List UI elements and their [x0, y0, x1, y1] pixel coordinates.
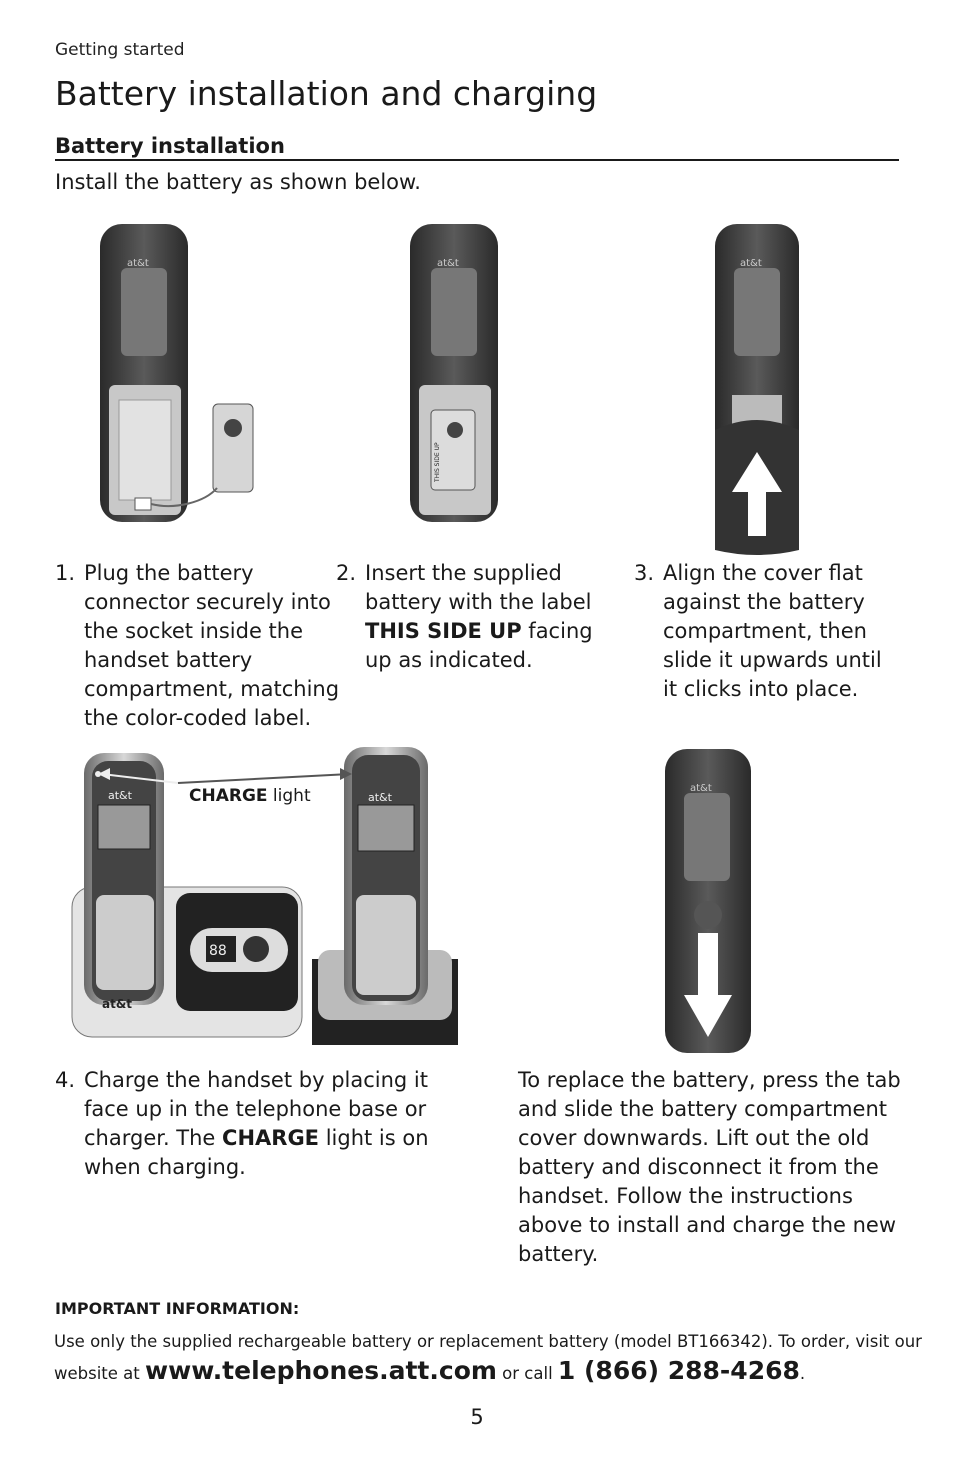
handset-battery-inserted-illustration	[405, 220, 505, 530]
handset-cover-slide-down-illustration	[660, 745, 760, 1060]
step-3: 3. Align the cover flat against the battery compartment, then slide it upwards until it clicks into place.	[634, 561, 882, 701]
brand-logo-text: at&t	[437, 258, 459, 269]
phone-number: 1 (866) 288-4268	[557, 1356, 800, 1385]
brand-logo-text: at&t	[127, 258, 149, 269]
charger-handset-brand: at&t	[368, 791, 392, 804]
step-4: 4. Charge the handset by placing it face up in the telephone base or charger. The CHARGE light is on when charging.	[55, 1068, 429, 1179]
breadcrumb: Getting started	[55, 40, 185, 60]
step-2: 2. Insert the supplied battery with the label THIS SIDE UP facing up as indicated.	[336, 561, 593, 672]
important-text: Use only the supplied rechargeable battery or replacement battery (model BT166342). To order, visit our website at www.telephones.att.com or call 1 (866) 288-4268.	[54, 1332, 922, 1385]
battery-label: THIS SIDE UP	[434, 442, 441, 482]
page-title: Battery installation and charging	[55, 74, 598, 113]
handset-cover-slide-up-illustration	[710, 220, 810, 560]
handset-open-with-battery-illustration	[95, 220, 265, 530]
section-title: Battery installation	[55, 134, 285, 158]
base-brand-logo: at&t	[102, 997, 133, 1011]
step-1: 1. Plug the battery connector securely into the socket inside the handset battery compartment, matching the color-coded label.	[55, 561, 340, 730]
brand-logo-text: at&t	[740, 258, 762, 269]
brand-logo-text: at&t	[690, 783, 712, 794]
lcd-digits: 88	[209, 943, 227, 959]
section-header	[55, 134, 899, 161]
intro-text: Install the battery as shown below.	[55, 170, 421, 194]
website-link[interactable]: www.telephones.att.com	[145, 1356, 497, 1385]
base-handset-brand: at&t	[108, 789, 132, 802]
page-number: 5	[470, 1405, 484, 1429]
replace-battery-text: To replace the battery, press the tab and slide the battery compartment cover downwards. Lift out the old battery and disconnect it from the handset. Follow the instructions above to install and charge the new battery.	[518, 1068, 901, 1266]
important-heading: IMPORTANT INFORMATION:	[55, 1299, 300, 1318]
charge-light-callout: CHARGE light	[189, 786, 311, 806]
